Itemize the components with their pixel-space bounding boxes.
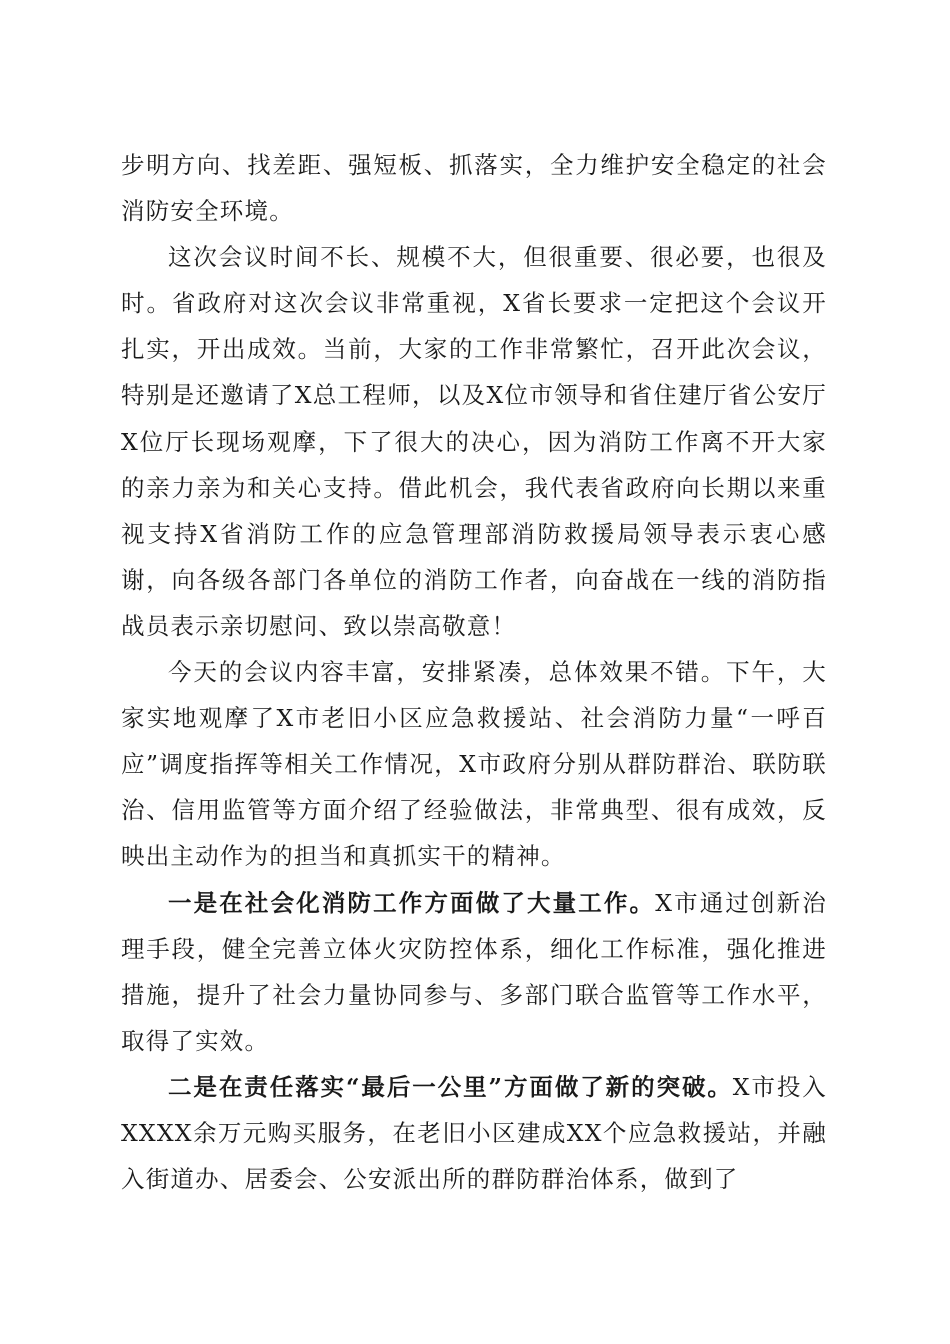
paragraph-lead: 一是在社会化消防工作方面做了大量工作。	[168, 888, 656, 917]
paragraph-text: X市投入XXXX余万元购买服务，在老旧小区建成XX个应急救援站，并融入街道办、居委会、公安派出所的群防群治体系，做到了	[121, 1072, 827, 1194]
paragraph-meeting-content	[121, 649, 827, 879]
paragraph-lead: 二是在责任落实“最后一公里”方面做了新的突破。	[168, 1072, 733, 1101]
paragraph-text: 步明方向、找差距、强短板、抓落实，全力维护安全稳定的社会消防安全环境。	[121, 151, 827, 226]
document-body	[121, 142, 827, 1202]
paragraph-text: 这次会议时间不长、规模不大，但很重要、很必要，也很及时。省政府对这次会议非常重视，X省长要求一定把这个会议开扎实，开出成效。当前，大家的工作非常繁忙，召开此次会议，特别是还邀请了X总工程师，以及X位市领导和省住建厅省公安厅X位厅长现场观摩，下了很大的决心，因为消防工作离不开大家的亲力亲为和关心支持。借此机会，我代表省政府向长期以来重视支持X省消防工作的应急管理部消防救援局领导表示衷心感谢，向各级各部门各单位的消防工作者，向奋战在一线的消防指战员表示亲切慰问、致以崇高敬意！	[121, 243, 827, 640]
paragraph-continued	[121, 142, 827, 234]
paragraph-text: 今天的会议内容丰富，安排紧凑，总体效果不错。下午，大家实地观摩了X市老旧小区应急救援站、社会消防力量“一呼百应”调度指挥等相关工作情况，X市政府分别从群防群治、联防联治、信用监管等方面介绍了经验做法，非常典型、很有成效，反映出主动作为的担当和真抓实干的精神。	[121, 658, 827, 871]
paragraph-point-one	[121, 880, 827, 1064]
paragraph-point-two	[121, 1064, 827, 1202]
paragraph-meeting-importance	[121, 234, 827, 649]
paragraph-text: X市通过创新治理手段，健全完善立体火灾防控体系，细化工作标准，强化推进措施，提升了社会力量协同参与、多部门联合监管等工作水平，取得了实效。	[121, 888, 827, 1055]
